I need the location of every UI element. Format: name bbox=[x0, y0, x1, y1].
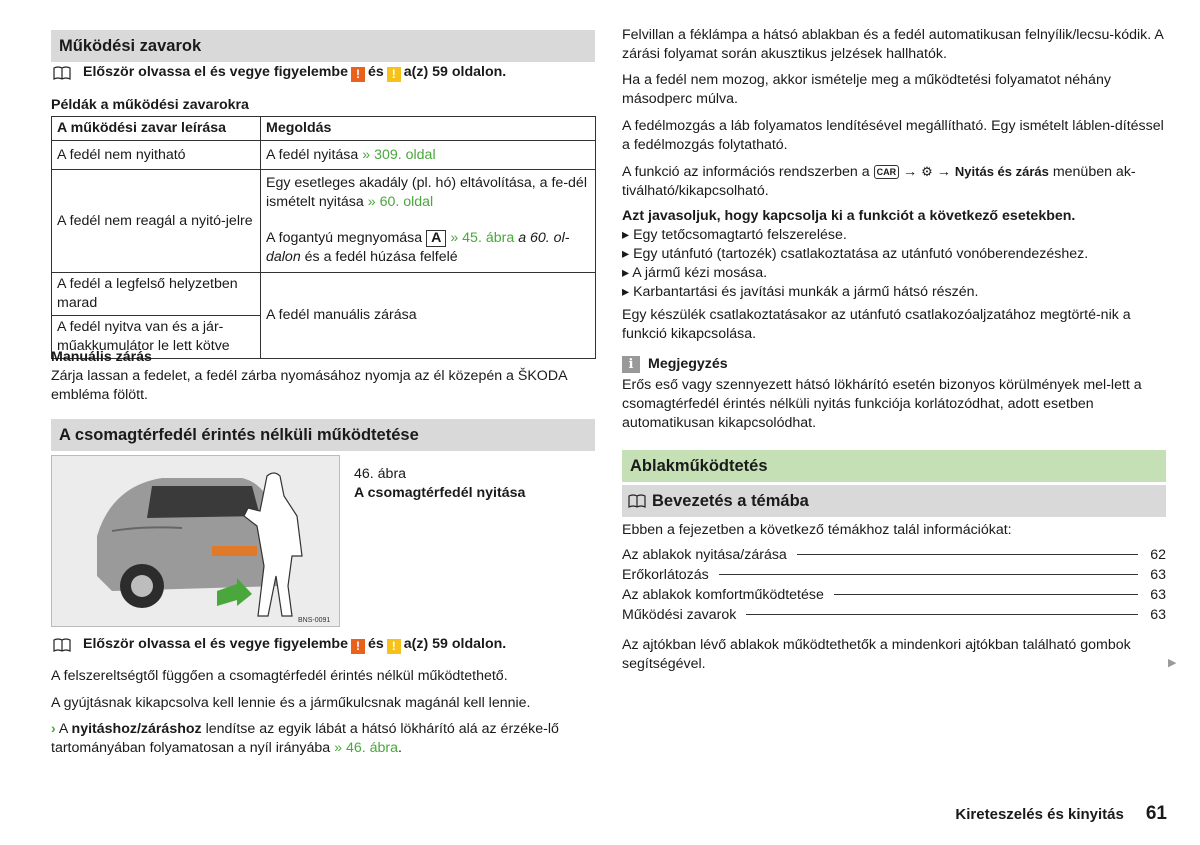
step-text: lendítse az egyik lábát a hátsó lökhárító alá az érzéke-lő tartományában folyamatosan a nyíl irányába bbox=[51, 721, 559, 756]
table-header-solution: Megoldás bbox=[261, 117, 596, 141]
menu-text: A funkció az információs rendszerben a bbox=[622, 164, 870, 180]
instruction-step bbox=[51, 720, 595, 758]
figure-code: BNS-0091 bbox=[298, 617, 331, 624]
section-title-malfunctions: Működési zavarok bbox=[51, 30, 595, 62]
topic-page: 63 bbox=[1150, 587, 1166, 603]
topic-label: Erőkorlátozás bbox=[622, 567, 709, 583]
page-link-309[interactable]: » 309. oldal bbox=[362, 147, 436, 163]
figure-link-45[interactable]: » 45. ábra bbox=[450, 230, 515, 246]
warning-notice-2 bbox=[53, 635, 593, 654]
leader-line bbox=[746, 614, 1138, 615]
leader-line bbox=[797, 554, 1138, 555]
danger-icon: ! bbox=[351, 67, 365, 82]
list-item: ▸ Egy utánfutó (tartozék) csatlakoztatása az utánfutó vonóberendezéshez. bbox=[622, 245, 1166, 264]
manual-close-text: Zárja lassan a fedelet, a fedél zárba nyomásához nyomja az él közepén a ŠKODA embléma fölött. bbox=[51, 368, 567, 403]
topic-entry[interactable] bbox=[622, 606, 1166, 625]
topic-entry[interactable] bbox=[622, 546, 1166, 565]
warning-page-ref: a(z) 59 oldalon. bbox=[403, 636, 507, 652]
leader-line bbox=[834, 594, 1138, 595]
table-row bbox=[52, 170, 596, 273]
figure-image bbox=[51, 455, 340, 627]
warning-page-ref: a(z) 59 oldalon. bbox=[403, 64, 507, 80]
paragraph: A felszereltségtől függően a csomagtérfedél érintés nélkül működtethető. bbox=[51, 668, 508, 684]
list-item: ▸ Karbantartási és javítási munkák a jármű hátsó részén. bbox=[622, 283, 1166, 302]
figure-caption bbox=[354, 455, 525, 627]
figure-link-46[interactable]: » 46. ábra bbox=[334, 740, 399, 756]
page-footer bbox=[955, 804, 1167, 824]
cell-text: A fogantyú megnyomása bbox=[266, 230, 423, 246]
cell-text-italic: a 60. ol-dalon bbox=[266, 230, 570, 265]
table-cell: A fedél manuális zárása bbox=[261, 273, 596, 359]
paragraph: A fedélmozgás a láb folyamatos lendítésével megállítható. Egy ismételt láblen-dítéssel a fedélmozgás folytatható. bbox=[622, 118, 1164, 153]
topic-page: 62 bbox=[1150, 547, 1166, 563]
info-icon: i bbox=[622, 356, 640, 373]
page-number: 61 bbox=[1145, 803, 1167, 824]
car-illustration bbox=[52, 456, 339, 626]
arrow-icon: → bbox=[936, 164, 951, 180]
subsection-title-text: Bevezetés a témába bbox=[652, 492, 809, 510]
bullet-list bbox=[622, 226, 1166, 302]
topic-entry[interactable] bbox=[622, 566, 1166, 585]
warning-and: és bbox=[367, 636, 384, 652]
page-link-60[interactable]: » 60. oldal bbox=[367, 194, 434, 210]
subsection-title-intro bbox=[622, 485, 1166, 517]
caution-icon: ! bbox=[387, 67, 401, 82]
paragraph: Ha a fedél nem mozog, akkor ismételje meg a működtetési folyamatot néhány másodperc múlva. bbox=[622, 72, 1111, 107]
cell-text: és a fedél húzása felfelé bbox=[304, 249, 458, 265]
table-header-row bbox=[52, 117, 596, 141]
topic-label: Az ablakok komfortműködtetése bbox=[622, 587, 824, 603]
list-item: ▸ A jármű kézi mosása. bbox=[622, 264, 1166, 283]
warning-notice bbox=[53, 63, 593, 82]
paragraph-menu-path bbox=[622, 162, 1166, 201]
table-cell bbox=[261, 170, 596, 273]
menu-text: menüben ak-tiválható/kikapcsolható. bbox=[622, 164, 1136, 199]
step-bold: nyitáshoz/záráshoz bbox=[71, 721, 202, 737]
note-text: Erős eső vagy szennyezett hátsó lökhárító esetén bizonyos körülmények mel-lett a csomagtérfedél érintés nélküli nyitás funkciója korlátozódhat, adott esetben automatikusan kikapcsolódhat. bbox=[622, 377, 1142, 431]
warning-text: Először olvassa el és vegye figyelembe bbox=[83, 636, 348, 652]
manual-close-title: Manuális zárás bbox=[51, 349, 152, 365]
section-title-touchless: A csomagtérfedél érintés nélküli működtetése bbox=[51, 419, 595, 451]
table-cell bbox=[261, 141, 596, 170]
warning-and: és bbox=[367, 64, 384, 80]
continue-arrow-icon: ▶ bbox=[1168, 657, 1177, 669]
footer-section-title: Kireteszelés és kinyitás bbox=[955, 806, 1124, 823]
topic-page: 63 bbox=[1150, 607, 1166, 623]
step-end: . bbox=[398, 740, 402, 756]
section-title-windows: Ablakműködtetés bbox=[622, 450, 1166, 482]
cell-text: Egy esetleges akadály (pl. hó) eltávolítása, a fe-dél ismételt nyitása bbox=[266, 175, 587, 210]
car-button-icon: CAR bbox=[874, 165, 900, 179]
warning-text: Először olvassa el és vegye figyelembe bbox=[83, 64, 348, 80]
cell-text: A fedél nyitása bbox=[266, 147, 359, 163]
figure-46 bbox=[51, 455, 525, 627]
table-cell: A fedél nem nyitható bbox=[52, 141, 261, 170]
book-icon bbox=[53, 638, 71, 652]
intro-text: Ebben a fejezetben a következő témákhoz talál információkat: bbox=[622, 522, 1012, 538]
figure-number: 46. ábra bbox=[354, 466, 407, 482]
topic-label: Az ablakok nyitása/zárása bbox=[622, 547, 787, 563]
recommendation-title: Azt javasoljuk, hogy kapcsolja ki a funkciót a következő esetekben. bbox=[622, 208, 1076, 224]
examples-title: Példák a működési zavarokra bbox=[51, 97, 249, 113]
caution-icon: ! bbox=[387, 639, 401, 654]
paragraph: A gyújtásnak kikapcsolva kell lennie és a járműkulcsnak magánál kell lennie. bbox=[51, 695, 531, 711]
arrow-icon: → bbox=[903, 164, 918, 180]
step-arrow-icon: › bbox=[51, 721, 56, 737]
table-row bbox=[52, 141, 596, 170]
paragraph: Felvillan a féklámpa a hátsó ablakban és a fedél automatikusan felnyílik/lecsu-kódik. A zárási folyamat során akusztikus jelzések hallhatók. bbox=[622, 27, 1164, 62]
list-item: ▸ Egy tetőcsomagtartó felszerelése. bbox=[622, 226, 1166, 245]
topic-list bbox=[622, 546, 1166, 625]
settings-icon: ⚙ bbox=[921, 164, 933, 179]
paragraph: Az ajtókban lévő ablakok működtethetők a mindenkori ajtókban található gombok segítségével. bbox=[622, 637, 1131, 672]
note-header bbox=[622, 355, 728, 374]
table-cell: A fedél a legfelső helyzetben marad bbox=[52, 273, 261, 316]
leader-line bbox=[719, 574, 1138, 575]
paragraph: Egy készülék csatlakoztatásakor az utánfutó csatlakozóaljzatához megtörté-nik a funkció kikapcsolása. bbox=[622, 307, 1131, 342]
malfunction-table bbox=[51, 116, 596, 359]
topic-page: 63 bbox=[1150, 567, 1166, 583]
topic-entry[interactable] bbox=[622, 586, 1166, 605]
step-text: A bbox=[58, 721, 68, 737]
menu-item-name: Nyitás és zárás bbox=[954, 164, 1049, 179]
table-row bbox=[52, 273, 596, 316]
table-cell: A fedél nem reagál a nyitó-jelre bbox=[52, 170, 261, 273]
book-icon bbox=[53, 66, 71, 80]
danger-icon: ! bbox=[351, 639, 365, 654]
table-cell: A fedél nyitva van és a jár-műakkumulátor le lett kötve bbox=[52, 316, 261, 359]
table-header-description: A működési zavar leírása bbox=[52, 117, 261, 141]
book-icon bbox=[628, 494, 646, 508]
note-title: Megjegyzés bbox=[648, 356, 728, 372]
label-box-a: A bbox=[426, 230, 446, 247]
topic-label: Működési zavarok bbox=[622, 607, 737, 623]
figure-title: A csomagtérfedél nyitása bbox=[354, 485, 526, 501]
